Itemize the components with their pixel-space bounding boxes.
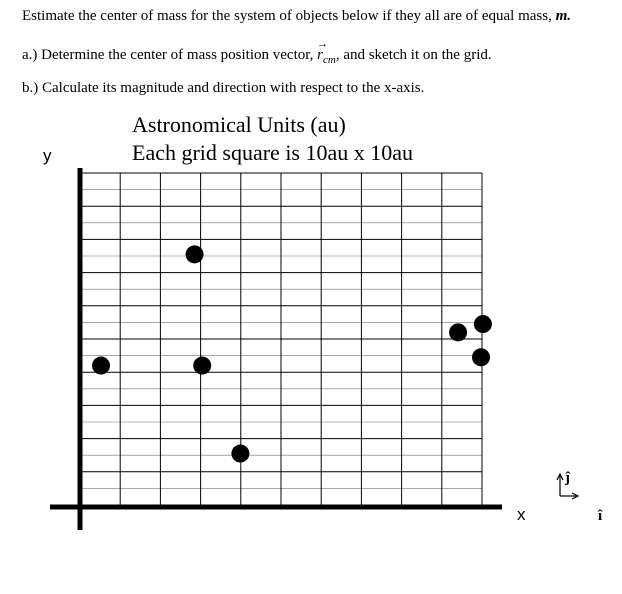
j-hat-label: ĵ (565, 470, 570, 486)
intro-text: Estimate the center of mass for the system of objects below if they all are of equal mass, (22, 8, 552, 24)
grid-title-line2: Each grid square is 10au x 10au (132, 140, 414, 165)
mass-4-dot (231, 445, 249, 463)
mass-1-dot (92, 357, 110, 375)
mass-7-dot (472, 348, 490, 366)
position-vector-symbol: → $r_{cm}$ (317, 38, 336, 66)
mass-6-dot (474, 315, 492, 333)
part-a-suffix: , and sketch it on the grid. (335, 47, 492, 63)
vector-subscript: cm (322, 54, 336, 66)
i-hat-label: î (598, 508, 603, 524)
mass-5-dot (449, 323, 467, 341)
part-b-question: b.) Calculate its magnitude and direction with respect to the x-axis. (22, 80, 425, 96)
y-axis-label: y (43, 146, 52, 165)
grid-title-line1: Astronomical Units (au) (132, 112, 346, 137)
vector-letter: r (317, 47, 323, 63)
part-a-prefix: a.) Determine the center of mass position vector, (22, 47, 314, 63)
mass-symbol: m. (555, 8, 572, 24)
mass-3-dot (193, 357, 211, 375)
mass-2-dot (186, 245, 204, 263)
x-axis-label: x (517, 505, 526, 524)
